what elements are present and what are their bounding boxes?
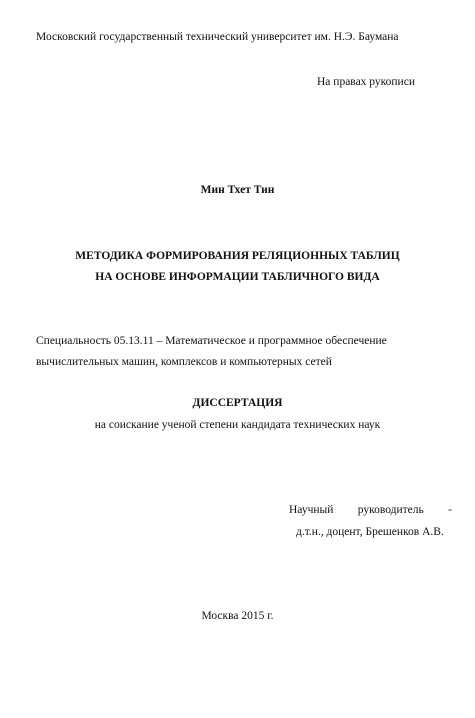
manuscript-note: На правах рукописи — [317, 76, 415, 88]
specialty-line-2: вычислительных машин, комплексов и компьютерных сетей — [36, 356, 332, 368]
author-name: Мин Тхет Тин — [200, 184, 275, 196]
supervisor-name: д.т.н., доцент, Брешенков А.В. — [296, 526, 444, 538]
degree-description: на соискание ученой степени кандидата технических наук — [94, 419, 381, 431]
dissertation-title-line-2: НА ОСНОВЕ ИНФОРМАЦИИ ТАБЛИЧНОГО ВИДА — [95, 271, 380, 283]
dissertation-title-line-1: МЕТОДИКА ФОРМИРОВАНИЯ РЕЛЯЦИОННЫХ ТАБЛИЦ — [75, 250, 400, 262]
specialty-block — [36, 331, 452, 373]
specialty-line-1: Специальность 05.13.11 – Математическое и программное обеспечение — [36, 335, 387, 347]
city-year: Москва 2015 г. — [201, 610, 274, 622]
supervisor-title-word-1: Научный — [289, 504, 334, 516]
dissertation-title — [0, 246, 475, 288]
work-type-label: ДИССЕРТАЦИЯ — [192, 397, 283, 409]
supervisor-title-dash: - — [448, 504, 452, 516]
university-name: Московский государственный технический университет им. Н.Э. Баумана — [36, 31, 399, 43]
supervisor-title-word-2: руководитель — [357, 504, 424, 516]
supervisor-title — [289, 503, 452, 517]
